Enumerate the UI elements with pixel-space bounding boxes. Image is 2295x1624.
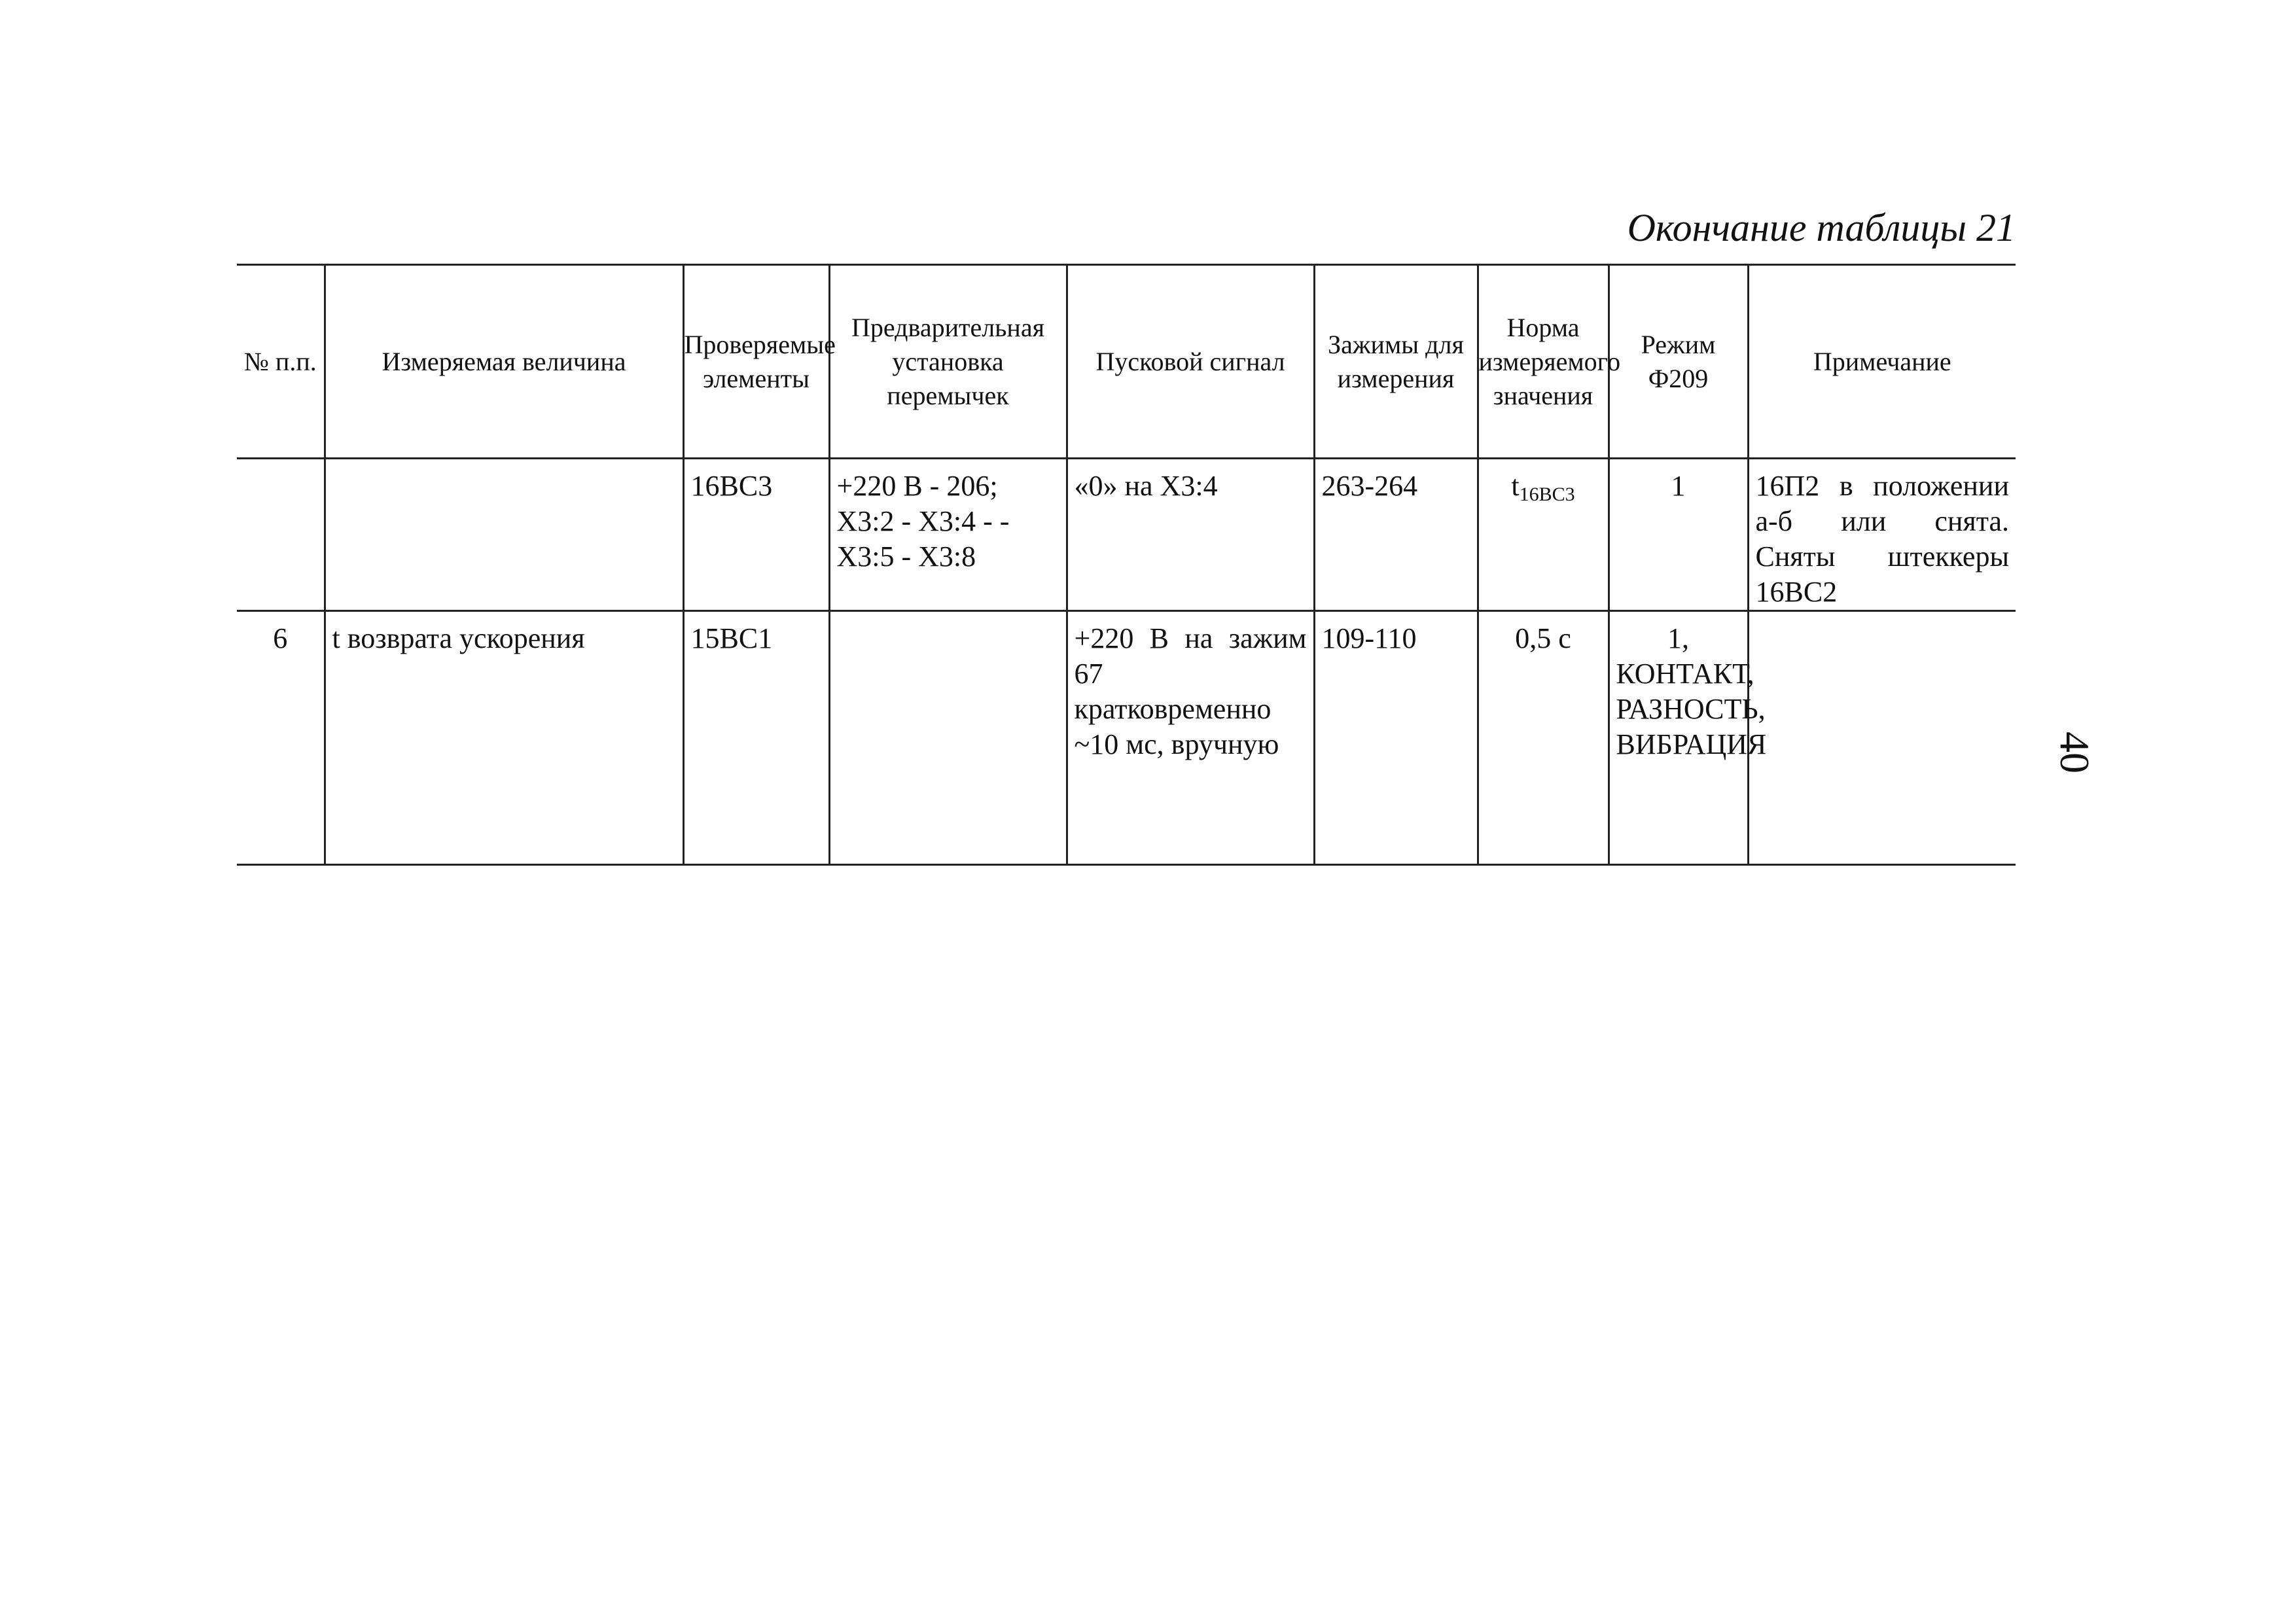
cell-norm [1478, 459, 1609, 611]
cell-terminals: 109-110 [1314, 611, 1478, 865]
header-jumpers: Предварительная установка перемычек [829, 265, 1067, 459]
header-quantity: Измеряемая величина [325, 265, 683, 459]
cell-quantity: t возврата ускорения [325, 611, 683, 865]
norm-symbol: t [1511, 470, 1520, 502]
header-elements: Проверяемые элементы [683, 265, 829, 459]
cell-norm: 0,5 с [1478, 611, 1609, 865]
table-caption: Окончание таблицы 21 [1627, 206, 2016, 249]
cell-note: 16П2 в положении а-б или снята. Сняты штеккеры 16ВС2 [1748, 459, 2016, 611]
header-terminals: Зажимы для измерения [1314, 265, 1478, 459]
cell-elements: 16ВС3 [683, 459, 829, 611]
cell-mode: 1 [1609, 459, 1748, 611]
cell-terminals: 263-264 [1314, 459, 1478, 611]
table-row [237, 611, 2016, 865]
cell-quantity [325, 459, 683, 611]
cell-num [237, 459, 325, 611]
header-mode: Режим Ф209 [1609, 265, 1748, 459]
page-number: 40 [2052, 732, 2098, 773]
header-num: № п.п. [237, 265, 325, 459]
table-row [237, 459, 2016, 611]
cell-jumpers: +220 В - 206; Х3:2 - Х3:4 - - Х3:5 - Х3:8 [829, 459, 1067, 611]
cell-num: 6 [237, 611, 325, 865]
cell-signal: «0» на Х3:4 [1067, 459, 1314, 611]
cell-elements: 15ВС1 [683, 611, 829, 865]
cell-note [1748, 611, 2016, 865]
header-norm: Норма измеряемого значения [1478, 265, 1609, 459]
header-signal: Пусковой сигнал [1067, 265, 1314, 459]
cell-jumpers [829, 611, 1067, 865]
header-row [237, 265, 2016, 459]
cell-signal: +220 В на зажим 67 кратковременно ~10 мс, вручную [1067, 611, 1314, 865]
data-table [237, 264, 2016, 866]
header-note: Примечание [1748, 265, 2016, 459]
norm-subscript: 16ВС3 [1519, 484, 1575, 505]
cell-mode: 1, КОНТАКТ, РАЗНОСТЬ, ВИБРАЦИЯ [1609, 611, 1748, 865]
